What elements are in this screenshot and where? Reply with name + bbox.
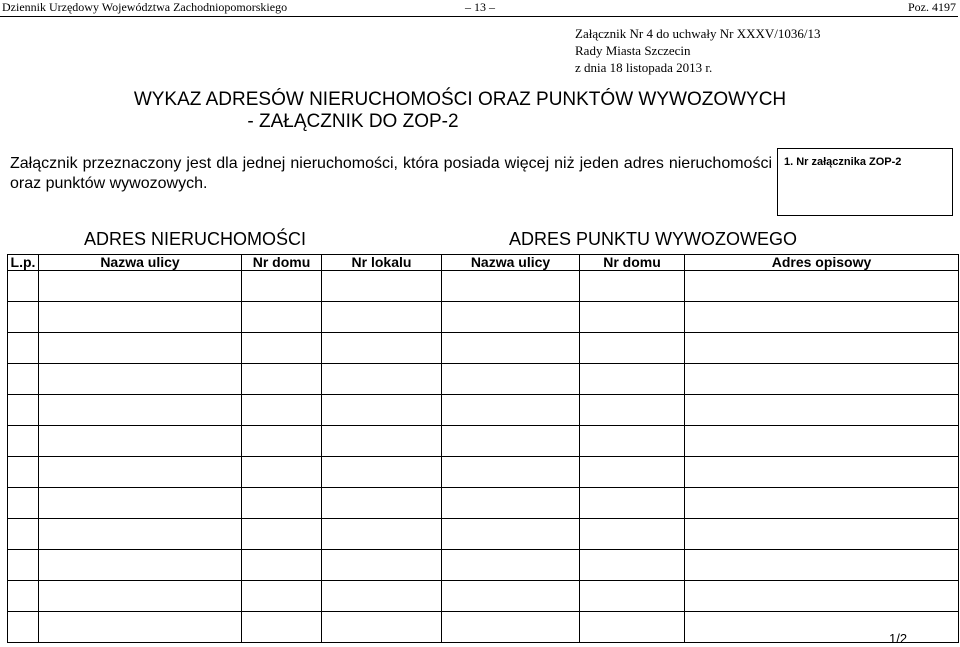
cell-lp[interactable] — [8, 302, 39, 333]
cell-property-street[interactable] — [39, 550, 242, 581]
table-header-row — [8, 255, 959, 271]
cell-collection-street[interactable] — [442, 426, 580, 457]
cell-collection-street[interactable] — [442, 364, 580, 395]
table-row — [8, 395, 959, 426]
form-title: WYKAZ ADRESÓW NIERUCHOMOŚCI ORAZ PUNKTÓW WYWOZOWYCH — [133, 89, 787, 110]
cell-lp[interactable] — [8, 550, 39, 581]
cell-descriptive-address[interactable] — [685, 457, 959, 488]
column-header-lp: L.p. — [8, 255, 39, 271]
cell-property-street[interactable] — [39, 612, 242, 643]
table-row — [8, 519, 959, 550]
header-divider — [0, 16, 958, 17]
cell-lp[interactable] — [8, 612, 39, 643]
cell-collection-house-no[interactable] — [580, 581, 685, 612]
cell-property-unit-no[interactable] — [322, 271, 442, 302]
cell-lp[interactable] — [8, 426, 39, 457]
cell-descriptive-address[interactable] — [685, 581, 959, 612]
cell-property-unit-no[interactable] — [322, 581, 442, 612]
cell-lp[interactable] — [8, 519, 39, 550]
cell-collection-street[interactable] — [442, 333, 580, 364]
cell-collection-street[interactable] — [442, 550, 580, 581]
cell-descriptive-address[interactable] — [685, 612, 959, 643]
annex-reference-line-2: Rady Miasta Szczecin — [575, 43, 691, 58]
cell-property-house-no[interactable] — [242, 519, 322, 550]
table-row — [8, 302, 959, 333]
annex-reference — [575, 25, 821, 76]
cell-property-street[interactable] — [39, 271, 242, 302]
cell-property-unit-no[interactable] — [322, 612, 442, 643]
cell-property-house-no[interactable] — [242, 333, 322, 364]
cell-property-unit-no[interactable] — [322, 364, 442, 395]
cell-lp[interactable] — [8, 488, 39, 519]
cell-lp[interactable] — [8, 364, 39, 395]
cell-property-street[interactable] — [39, 426, 242, 457]
annex-number-box[interactable] — [777, 148, 953, 216]
cell-property-unit-no[interactable] — [322, 333, 442, 364]
cell-descriptive-address[interactable] — [685, 333, 959, 364]
cell-collection-house-no[interactable] — [580, 333, 685, 364]
cell-property-house-no[interactable] — [242, 581, 322, 612]
cell-lp[interactable] — [8, 457, 39, 488]
form-description: Załącznik przeznaczony jest dla jednej nieruchomości, która posiada więcej niż jeden adres nieruchomości oraz punktów wywozowych. — [10, 155, 772, 192]
cell-collection-house-no[interactable] — [580, 395, 685, 426]
cell-property-house-no[interactable] — [242, 302, 322, 333]
annex-reference-line-1: Załącznik Nr 4 do uchwały Nr XXXV/1036/13 — [575, 26, 821, 41]
cell-property-unit-no[interactable] — [322, 457, 442, 488]
cell-property-street[interactable] — [39, 488, 242, 519]
cell-descriptive-address[interactable] — [685, 550, 959, 581]
address-table — [7, 254, 959, 643]
cell-property-unit-no[interactable] — [322, 519, 442, 550]
cell-property-house-no[interactable] — [242, 364, 322, 395]
cell-property-house-no[interactable] — [242, 271, 322, 302]
table-row — [8, 581, 959, 612]
cell-property-house-no[interactable] — [242, 457, 322, 488]
cell-lp[interactable] — [8, 271, 39, 302]
cell-collection-house-no[interactable] — [580, 612, 685, 643]
cell-property-street[interactable] — [39, 302, 242, 333]
cell-property-house-no[interactable] — [242, 612, 322, 643]
cell-collection-street[interactable] — [442, 519, 580, 550]
table-row — [8, 612, 959, 643]
cell-collection-street[interactable] — [442, 612, 580, 643]
column-header-descriptive-address: Adres opisowy — [685, 255, 959, 271]
cell-descriptive-address[interactable] — [685, 302, 959, 333]
cell-property-house-no[interactable] — [242, 395, 322, 426]
cell-collection-house-no[interactable] — [580, 302, 685, 333]
cell-collection-house-no[interactable] — [580, 271, 685, 302]
cell-collection-street[interactable] — [442, 488, 580, 519]
cell-collection-house-no[interactable] — [580, 550, 685, 581]
cell-lp[interactable] — [8, 581, 39, 612]
cell-property-unit-no[interactable] — [322, 488, 442, 519]
cell-property-house-no[interactable] — [242, 488, 322, 519]
cell-collection-street[interactable] — [442, 457, 580, 488]
cell-property-street[interactable] — [39, 333, 242, 364]
page-number: 1/2 — [889, 631, 908, 646]
cell-descriptive-address[interactable] — [685, 488, 959, 519]
table-row — [8, 550, 959, 581]
cell-collection-house-no[interactable] — [580, 519, 685, 550]
cell-collection-street[interactable] — [442, 581, 580, 612]
column-header-collection-house-no: Nr domu — [580, 255, 685, 271]
position-number: Poz. 4197 — [908, 0, 956, 14]
cell-descriptive-address[interactable] — [685, 519, 959, 550]
form-subtitle: - ZAŁĄCZNIK DO ZOP-2 — [247, 111, 459, 132]
cell-collection-house-no[interactable] — [580, 426, 685, 457]
property-address-heading: ADRES NIERUCHOMOŚCI — [84, 229, 307, 249]
cell-descriptive-address[interactable] — [685, 426, 959, 457]
annex-number-label: 1. Nr załącznika ZOP-2 — [784, 156, 902, 168]
cell-property-street[interactable] — [39, 581, 242, 612]
cell-lp[interactable] — [8, 395, 39, 426]
cell-property-street[interactable] — [39, 457, 242, 488]
table-row — [8, 271, 959, 302]
column-header-property-unit-no: Nr lokalu — [322, 255, 442, 271]
cell-property-house-no[interactable] — [242, 426, 322, 457]
cell-collection-street[interactable] — [442, 271, 580, 302]
annex-reference-line-3: z dnia 18 listopada 2013 r. — [575, 60, 713, 75]
cell-lp[interactable] — [8, 333, 39, 364]
table-row — [8, 333, 959, 364]
collection-point-heading: ADRES PUNKTU WYWOZOWEGO — [509, 229, 797, 249]
cell-collection-street[interactable] — [442, 395, 580, 426]
cell-property-unit-no[interactable] — [322, 426, 442, 457]
cell-collection-house-no[interactable] — [580, 488, 685, 519]
cell-property-unit-no[interactable] — [322, 395, 442, 426]
cell-property-house-no[interactable] — [242, 550, 322, 581]
column-header-collection-street: Nazwa ulicy — [442, 255, 580, 271]
cell-property-street[interactable] — [39, 519, 242, 550]
column-header-property-house-no: Nr domu — [242, 255, 322, 271]
cell-property-unit-no[interactable] — [322, 302, 442, 333]
table-row — [8, 426, 959, 457]
table-row — [8, 457, 959, 488]
column-header-property-street: Nazwa ulicy — [39, 255, 242, 271]
cell-property-street[interactable] — [39, 395, 242, 426]
journal-page-number: – 13 – — [465, 0, 495, 14]
cell-property-street[interactable] — [39, 364, 242, 395]
cell-descriptive-address[interactable] — [685, 271, 959, 302]
cell-descriptive-address[interactable] — [685, 395, 959, 426]
journal-name: Dziennik Urzędowy Województwa Zachodniopomorskiego — [2, 0, 288, 14]
cell-descriptive-address[interactable] — [685, 364, 959, 395]
table-row — [8, 488, 959, 519]
cell-collection-street[interactable] — [442, 302, 580, 333]
table-row — [8, 364, 959, 395]
cell-property-unit-no[interactable] — [322, 550, 442, 581]
cell-collection-house-no[interactable] — [580, 457, 685, 488]
cell-collection-house-no[interactable] — [580, 364, 685, 395]
